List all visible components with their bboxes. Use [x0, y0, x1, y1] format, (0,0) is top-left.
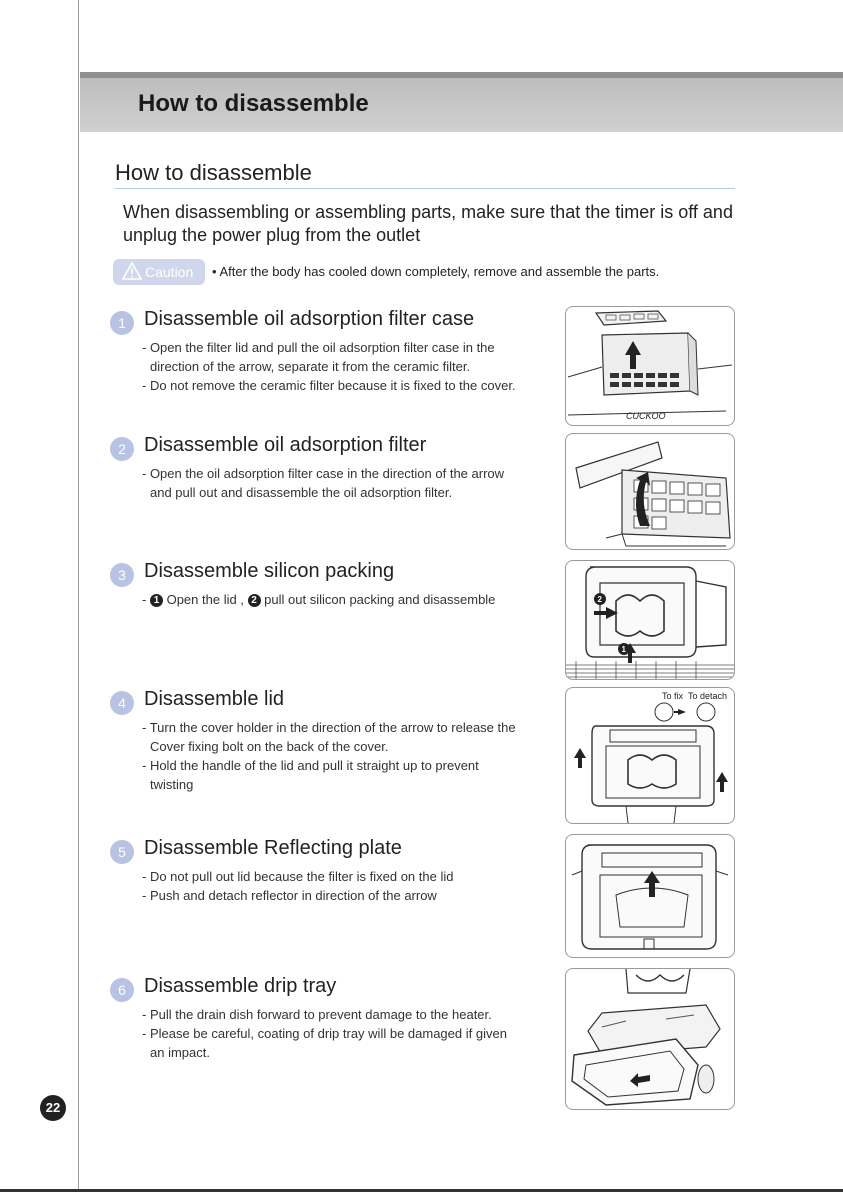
warning-icon [121, 261, 143, 281]
section-title: How to disassemble [115, 160, 312, 185]
filter-illustration [566, 434, 734, 549]
step-body [142, 867, 562, 905]
marker-1-icon: 1 [150, 594, 163, 607]
marker-label: 1 [621, 645, 626, 654]
step-number: 6 [110, 978, 134, 1002]
step-line: - Please be careful, coating of drip tray will be damaged if given [142, 1026, 507, 1041]
step-body [142, 464, 562, 502]
step-line: - Open the oil adsorption filter case in the direction of the arrow [142, 466, 505, 481]
step-number: 1 [110, 311, 134, 335]
step-line: twisting [150, 777, 194, 792]
marker-label: 2 [597, 595, 602, 604]
intro-text: When disassembling or assembling parts, make sure that the timer is off and unplug the power plug from the outlet [123, 202, 733, 245]
step-text: Open the lid , [166, 592, 244, 607]
figure-filter-case [565, 306, 735, 426]
step-line: - Push and detach reflector in direction of the arrow [142, 888, 437, 903]
figure-lid [565, 687, 735, 824]
caution-text: • After the body has cooled down completely, remove and assemble the parts. [212, 264, 660, 279]
step-title: Disassemble silicon packing [144, 560, 395, 582]
step-number: 4 [110, 691, 134, 715]
step-title: Disassemble drip tray [144, 975, 337, 997]
detach-icon [697, 703, 715, 721]
caution-label: Caution [145, 264, 194, 280]
step-line: - Do not remove the ceramic filter because it is fixed to the cover. [142, 378, 516, 393]
reflecting-plate-illustration [566, 835, 734, 957]
step-number: 2 [110, 437, 134, 461]
fix-label: To fix [662, 691, 684, 701]
step-body [142, 1005, 562, 1062]
step-number: 3 [110, 563, 134, 587]
step-title: Disassemble lid [144, 688, 285, 710]
step-line: - Open the filter lid and pull the oil adsorption filter case in the [142, 340, 495, 355]
step-text: pull out silicon packing and disassemble [264, 592, 496, 607]
step-title: Disassemble Reflecting plate [144, 837, 402, 859]
drip-tray-illustration [566, 969, 734, 1109]
margin-line [78, 0, 79, 1192]
step-title: Disassemble oil adsorption filter case [144, 308, 475, 330]
marker-2-icon: 2 [248, 594, 261, 607]
figure-reflecting-plate [565, 834, 735, 958]
caution-badge [113, 259, 205, 285]
brand-logo: CUCKOO [626, 411, 666, 421]
figure-silicon-packing [565, 560, 735, 680]
detach-label: To detach [688, 691, 728, 701]
step-line: Cover fixing bolt on the back of the cover. [150, 739, 389, 754]
filter-case-illustration [566, 307, 734, 425]
dash: - [142, 592, 147, 607]
step-line: an impact. [150, 1045, 210, 1060]
section-divider [115, 188, 735, 189]
step-line [142, 590, 562, 609]
step-body [142, 718, 562, 794]
step-line: - Turn the cover holder in the direction of the arrow to release the [142, 720, 516, 735]
step-line: - Hold the handle of the lid and pull it straight up to prevent [142, 758, 479, 773]
step-line: - Pull the drain dish forward to prevent damage to the heater. [142, 1007, 492, 1022]
figure-filter [565, 433, 735, 550]
silicon-packing-illustration [566, 561, 734, 679]
step-line: direction of the arrow, separate it from the ceramic filter. [150, 359, 471, 374]
step-line: and pull out and disassemble the oil adsorption filter. [150, 485, 453, 500]
step-number: 5 [110, 840, 134, 864]
page-number: 22 [40, 1095, 66, 1121]
figure-drip-tray [565, 968, 735, 1110]
lid-illustration [566, 688, 734, 823]
header-title: How to disassemble [138, 90, 369, 117]
step-line: - Do not pull out lid because the filter is fixed on the lid [142, 869, 454, 884]
step-body [142, 338, 562, 395]
step-title: Disassemble oil adsorption filter [144, 434, 427, 456]
step-body [142, 590, 562, 609]
fix-icon [655, 703, 673, 721]
